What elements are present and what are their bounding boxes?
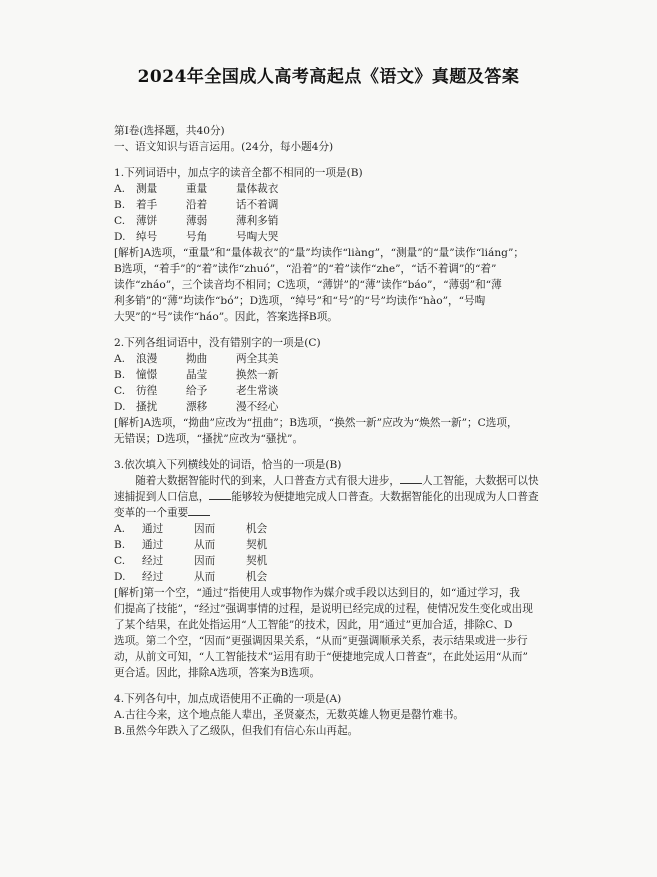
option-c [114,213,587,229]
option-label: A. [114,353,126,365]
option-b [114,197,587,213]
option-word: 老生常谈 [236,385,279,397]
option-word: 从而 [194,571,216,583]
option-word: 搔扰 [136,401,158,413]
analysis-line: 选项。第二个空，“因而”更强调因果关系，“从而”更强调顺承关系，表示结果或进一步行 [114,635,528,647]
section-header: 第Ⅰ卷(选择题，共40分) [114,125,225,137]
question-1 [114,165,587,325]
option-word: 从而 [194,539,216,551]
option-word: 晶莹 [186,369,208,381]
analysis-line: 更合适。因此，排除A选项，答案为B选项。 [114,667,321,679]
option-d [114,399,587,415]
option-label: C. [114,555,126,567]
passage-text: 能够较为便捷地完成人口普查。大数据智能化的出现成为人口普查 [231,491,539,503]
analysis-line: [解析]A选项，“重量”和“量体裁衣”的“量”均读作“liàng”，“测量”的“量”读作“liáng”； [114,247,524,259]
option-label: A. [114,523,126,535]
option-a: A.古往今来，这个地点能人辈出，圣贤豪杰，无数英雄人物更是罄竹难书。 [114,709,465,721]
fill-blank [209,489,231,500]
option-label: C. [114,215,126,227]
option-word: 漫不经心 [236,401,279,413]
passage [114,473,587,521]
analysis-line: B选项，“着手”的“着”读作“zhuó”，“沿着”的“着”读作“zhe”，“话不着调”的“着” [114,263,497,275]
option-c [114,383,587,399]
option-word: 量体裁衣 [236,183,279,195]
option-word: 重量 [186,183,208,195]
option-word: 薄饼 [136,215,158,227]
option-word: 漂移 [186,401,208,413]
option-word: 着手 [136,199,158,211]
analysis-line: 们提高了技能”，“经过”强调事情的过程，是说明已经完成的过程，使情况发生变化或出现 [114,603,533,615]
option-a [114,181,587,197]
option-label: B. [114,539,126,551]
option-a [114,521,587,537]
option-word: 彷徨 [136,385,158,397]
analysis-line: 动，从前文可知，“人工智能技术”运用有助于“便捷地完成人口普查”，在此处运用“从而” [114,651,528,663]
option-word: 契机 [246,539,268,551]
option-word: 换然一新 [236,369,279,381]
option-word: 号角 [186,231,208,243]
analysis-line: 大哭”的“号”读作“háo”。因此，答案选择B项。 [114,311,338,323]
option-word: 话不着调 [236,199,279,211]
fill-blank [188,505,210,516]
option-word: 机会 [246,571,268,583]
option-a [114,351,587,367]
option-d [114,229,587,245]
option-word: 测量 [136,183,158,195]
option-word: 拗曲 [186,353,208,365]
part-one-heading: 一、语文知识与语言运用。(24分，每小题4分) [114,141,334,153]
option-b [114,367,587,383]
option-label: D. [114,231,126,243]
analysis-line: 了某个结果，在此处指运用“人工智能”的技术，因此，用“通过”更加合适，排除C、D [114,619,513,631]
analysis-line: 无错误；D选项，“搔扰”应改为“骚扰”。 [114,433,304,445]
option-word: 薄利多销 [236,215,279,227]
question-stem: 1.下列词语中，加点字的读音全都不相同的一项是(B) [114,167,363,179]
analysis-line: 读作“zháo”，三个读音均不相同；C选项，“薄饼”的“薄”读作“báo”，“薄弱”和“薄 [114,279,502,291]
option-word: 沿着 [186,199,208,211]
analysis [114,415,587,447]
passage-text: 速捕捉到人口信息， [114,491,210,503]
passage-text: 人工智能，大数据可以快 [422,475,539,487]
option-word: 通过 [142,539,164,551]
analysis-line: [解析]第一个空，“通过”指使用人或事物作为媒介或手段以达到目的，如“通过学习，我 [114,587,520,599]
option-label: C. [114,385,126,397]
option-label: D. [114,401,126,413]
analysis-line: [解析]A选项，“拗曲”应改为“扭曲”；B选项，“换然一新”应改为“焕然一新”；C选项， [114,417,518,429]
option-b [114,537,587,553]
option-word: 契机 [246,555,268,567]
option-word: 因而 [194,555,216,567]
option-word: 因而 [194,523,216,535]
question-4 [114,691,587,739]
question-stem: 4.下列各句中，加点成语使用不正确的一项是(A) [114,693,342,705]
option-word: 绰号 [136,231,158,243]
option-word: 号啕大哭 [236,231,279,243]
option-word: 经过 [142,555,164,567]
option-label: D. [114,571,126,583]
option-b: B.虽然今年跌入了乙级队，但我们有信心东山再起。 [114,725,359,737]
option-label: A. [114,183,126,195]
option-word: 憧憬 [136,369,158,381]
option-word: 通过 [142,523,164,535]
option-word: 经过 [142,571,164,583]
analysis-line: 利多销”的“薄”均读作“bó”；D选项，“绰号”和“号”的“号”均读作“hào”，“号啕 [114,295,486,307]
option-word: 给予 [186,385,208,397]
option-label: B. [114,199,126,211]
option-word: 两全其美 [236,353,279,365]
option-d [114,569,587,585]
page-title: 2024年全国成人高考高起点《语文》真题及答案 [137,67,520,87]
analysis [114,245,587,325]
option-word: 薄弱 [186,215,208,227]
question-stem: 2.下列各组词语中，没有错别字的一项是(C) [114,337,321,349]
option-word: 机会 [246,523,268,535]
option-label: B. [114,369,126,381]
question-2 [114,335,587,447]
analysis [114,585,587,681]
option-c [114,553,587,569]
fill-blank [400,473,422,484]
question-3 [114,457,587,681]
option-word: 浪漫 [136,353,158,365]
passage-text: 随着大数据智能时代的到来，人口普查方式有很大进步， [135,475,401,487]
passage-text: 变革的一个重要 [114,507,189,519]
question-stem: 3.依次填入下列横线处的词语，恰当的一项是(B) [114,459,342,471]
